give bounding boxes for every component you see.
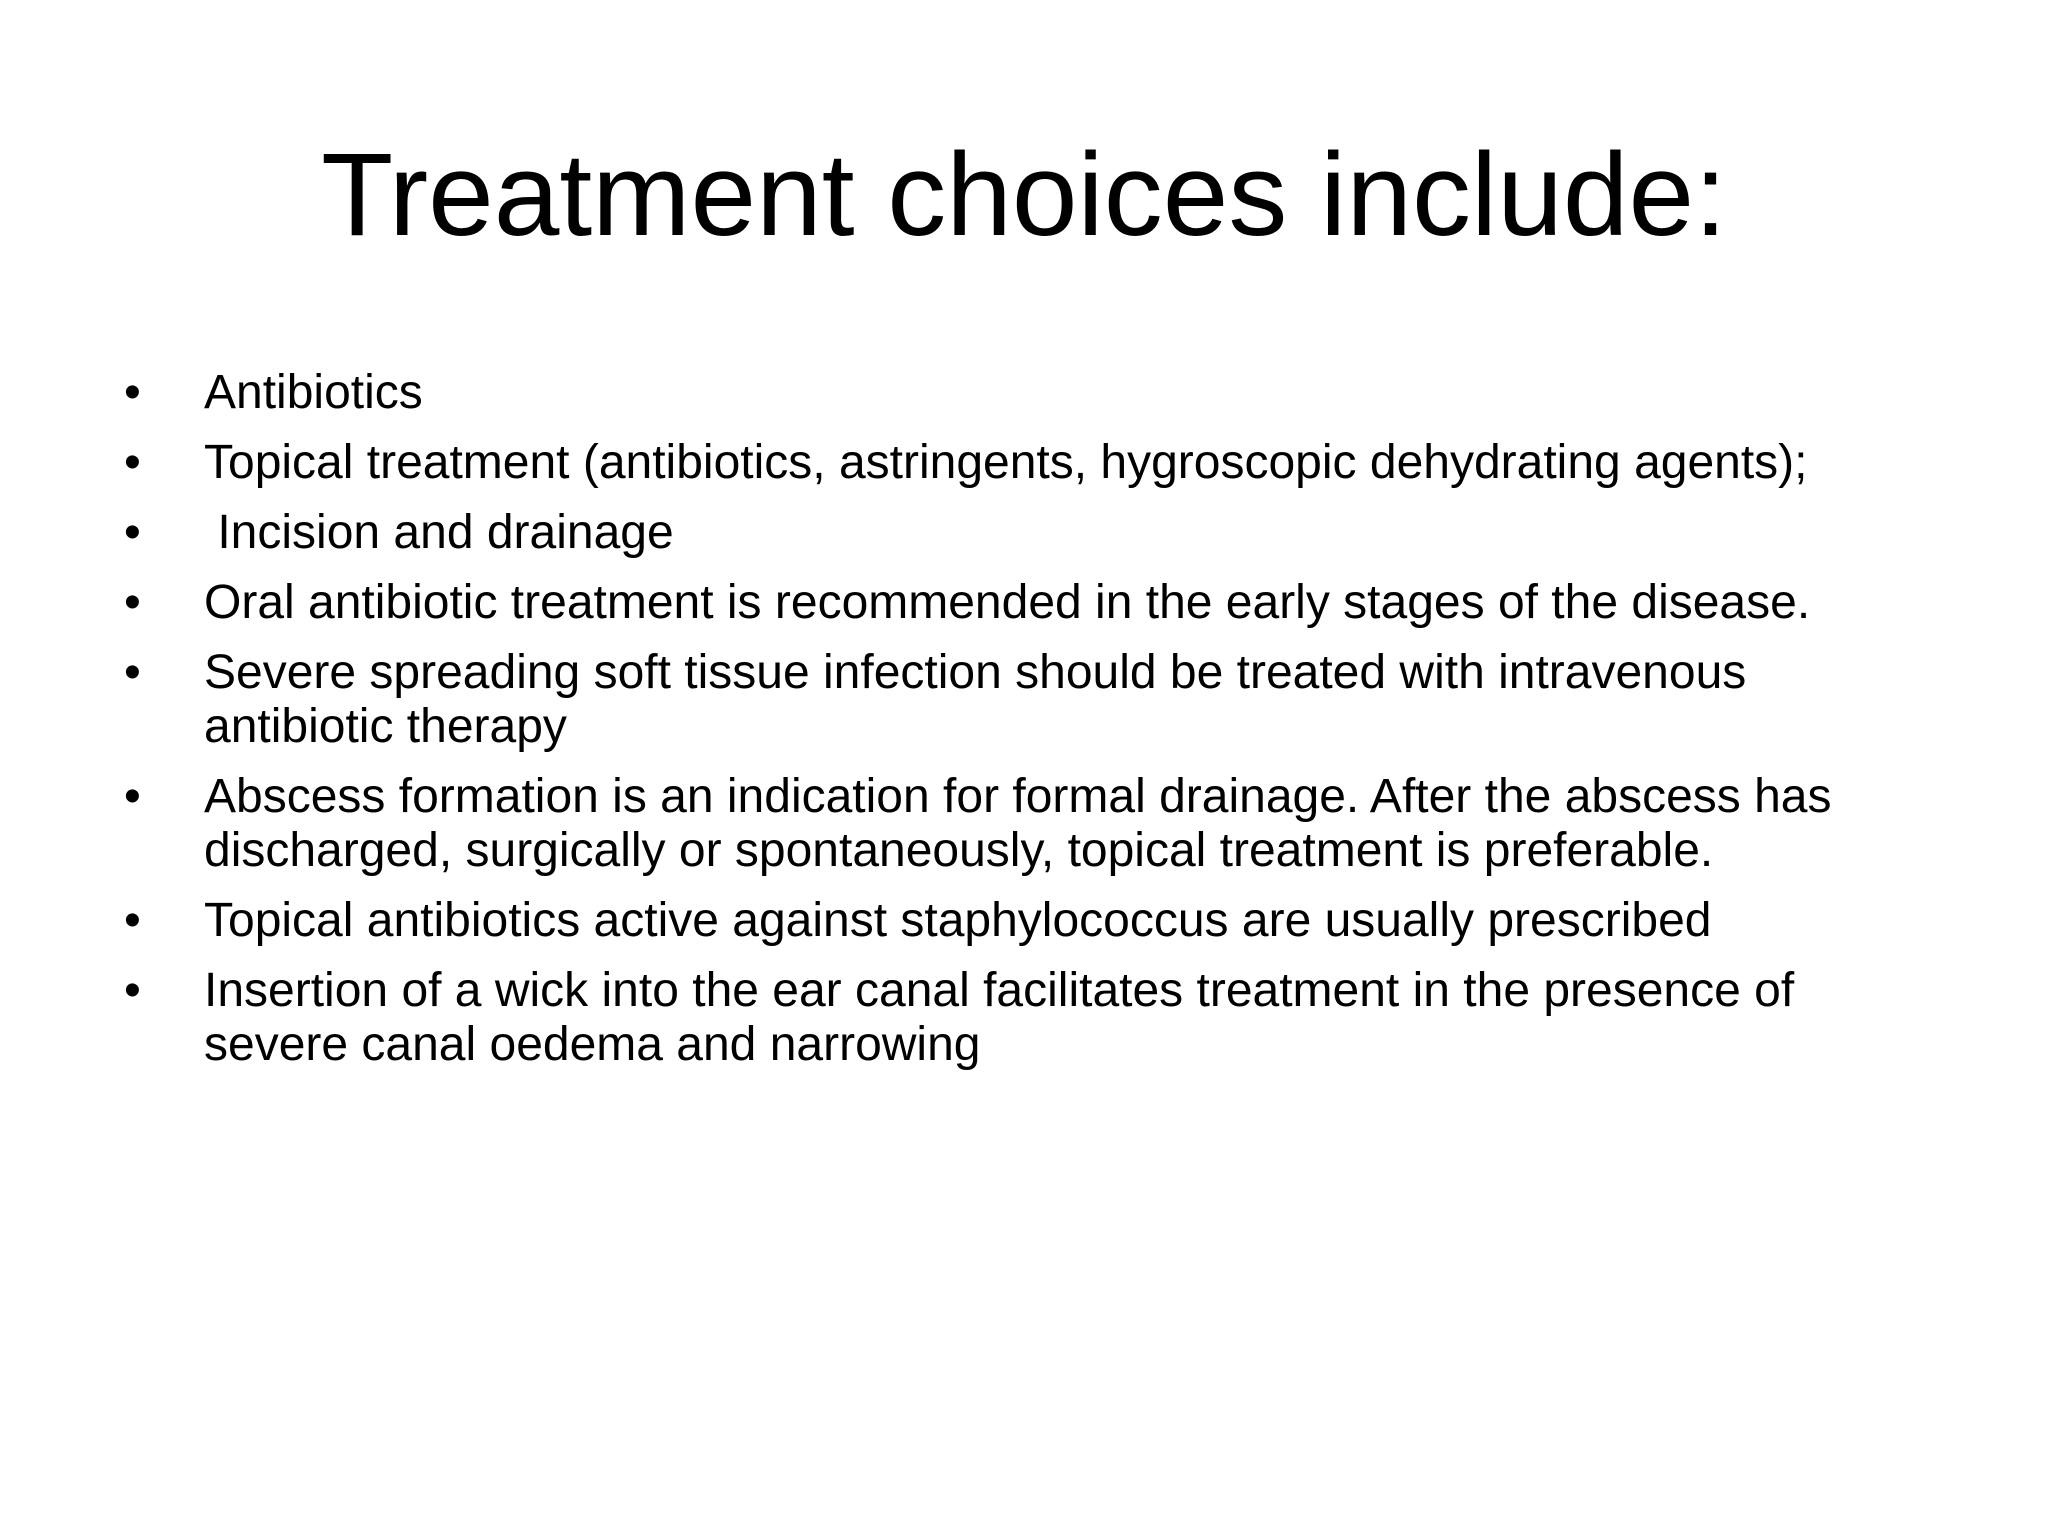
bullet-item	[118, 366, 1938, 420]
bullet-text: Antibiotics	[204, 366, 423, 419]
bullet-text: Topical treatment (antibiotics, astringents, hygroscopic dehydrating agents);	[204, 436, 1808, 489]
bullet-point-icon: •	[124, 506, 141, 559]
bullet-point-icon: •	[124, 770, 141, 823]
bullet-point-icon: •	[124, 576, 141, 629]
bullet-item	[118, 576, 1938, 630]
bullet-point-icon: •	[124, 366, 141, 419]
bullet-text: Oral antibiotic treatment is recommended in the early stages of the disease.	[204, 576, 1811, 629]
bullet-text: Topical antibiotics active against staphylococcus are usually prescribed	[204, 894, 1712, 947]
bullet-text: Abscess formation is an indication for formal drainage. After the abscess has discharged, surgically or spontaneously, topical treatment is preferable.	[204, 770, 1832, 877]
bullet-point-icon: •	[124, 964, 141, 1017]
bullet-point-icon: •	[124, 894, 141, 947]
bullet-item	[118, 964, 1938, 1072]
bullet-item	[118, 646, 1938, 754]
bullet-text: Incision and drainage	[204, 506, 674, 559]
bullet-item	[118, 894, 1938, 948]
bullet-item	[118, 770, 1938, 878]
bullet-list	[118, 366, 1938, 1088]
bullet-point-icon: •	[124, 646, 141, 699]
slide-title: Treatment choices include:	[321, 129, 1727, 261]
bullet-text: Insertion of a wick into the ear canal facilitates treatment in the presence of severe canal oedema and narrowing	[204, 964, 1795, 1071]
bullet-point-icon: •	[124, 436, 141, 489]
bullet-item	[118, 436, 1938, 490]
bullet-text: Severe spreading soft tissue infection should be treated with intravenous antibiotic therapy	[204, 646, 1747, 753]
bullet-item	[118, 506, 1938, 560]
